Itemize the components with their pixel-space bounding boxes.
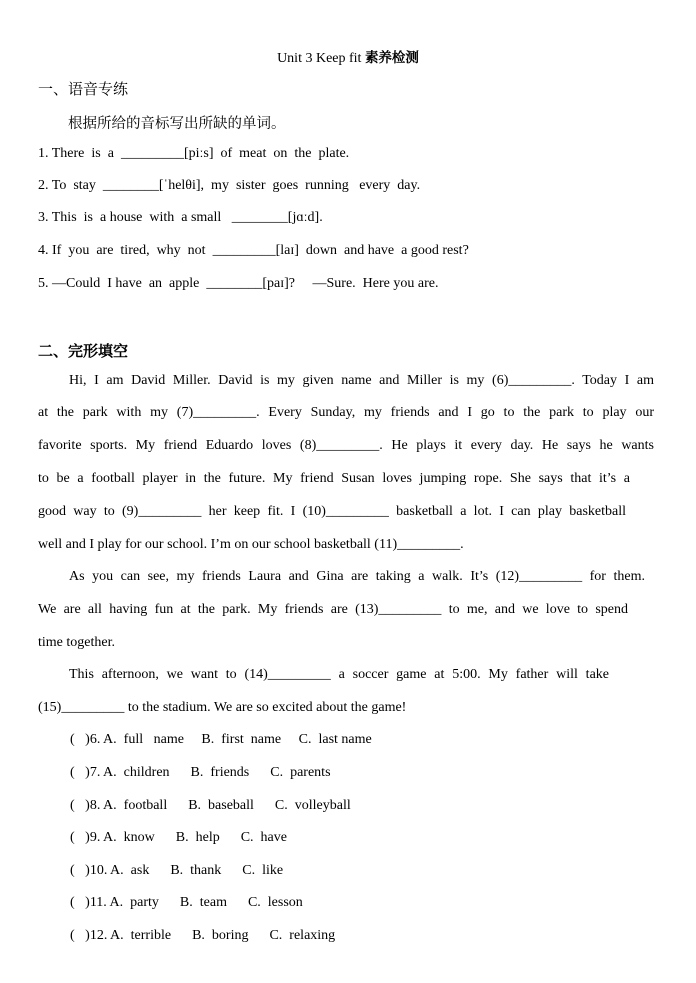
section1-heading: 一、语音专练	[38, 80, 129, 98]
cloze-line-4: to be a football player in the future. My friend Susan loves jumping rope. She says that it’s a	[38, 471, 630, 486]
cloze-line-3: favorite sports. My friend Eduardo loves (8)_________. He plays it every day. He says he wants	[38, 438, 654, 453]
phonetic-item-2: 2. To stay ________[ˈhelθi], my sister goes running every day.	[38, 178, 421, 193]
choice-11: ( )11. A. party B. team C. lesson	[70, 895, 303, 910]
phonetic-item-1: 1. There is a _________[piːs] of meat on the plate.	[38, 146, 350, 161]
cloze-line-9: time together.	[38, 635, 115, 650]
cloze-line-5: good way to (9)_________ her keep fit. I (10)_________ basketball a lot. I can play basketball	[38, 504, 626, 519]
choice-6: ( )6. A. full name B. first name C. last name	[70, 732, 372, 747]
phonetic-item-5: 5. —Could I have an apple ________[paɪ]? —Sure. Here you are.	[38, 276, 439, 291]
cloze-line-11: (15)_________ to the stadium. We are so excited about the game!	[38, 700, 407, 715]
cloze-line-7: As you can see, my friends Laura and Gina are taking a walk. It’s (12)_________ for them.	[69, 569, 645, 584]
phonetic-item-3: 3. This is a house with a small ________[jɑːd].	[38, 210, 323, 225]
choice-8: ( )8. A. football B. baseball C. volleyball	[70, 798, 351, 813]
choice-9: ( )9. A. know B. help C. have	[70, 830, 287, 845]
cloze-line-8: We are all having fun at the park. My friends are (13)_________ to me, and we love to spend	[38, 602, 628, 617]
cloze-line-6: well and I play for our school. I’m on our school basketball (11)_________.	[38, 537, 464, 552]
page-title	[0, 46, 696, 67]
choice-12: ( )12. A. terrible B. boring C. relaxing	[70, 928, 336, 943]
phonetic-item-4: 4. If you are tired, why not _________[laɪ] down and have a good rest?	[38, 243, 469, 258]
title-text: Unit 3 Keep fit	[277, 51, 362, 66]
cloze-line-1: Hi, I am David Miller. David is my given name and Miller is my (6)_________. Today I am	[69, 373, 654, 388]
choice-7: ( )7. A. children B. friends C. parents	[70, 765, 331, 780]
section1-instruction: 根据所给的音标写出所缺的单词。	[68, 116, 286, 132]
cloze-line-10: This afternoon, we want to (14)_________ a soccer game at 5:00. My father will take	[69, 667, 609, 682]
title-bold-text: 素养检测	[364, 50, 419, 66]
choice-10: ( )10. A. ask B. thank C. like	[70, 863, 284, 878]
section2-heading: 二、完形填空	[38, 342, 129, 360]
cloze-line-2: at the park with my (7)_________. Every Sunday, my friends and I go to the park to play our	[38, 405, 654, 420]
